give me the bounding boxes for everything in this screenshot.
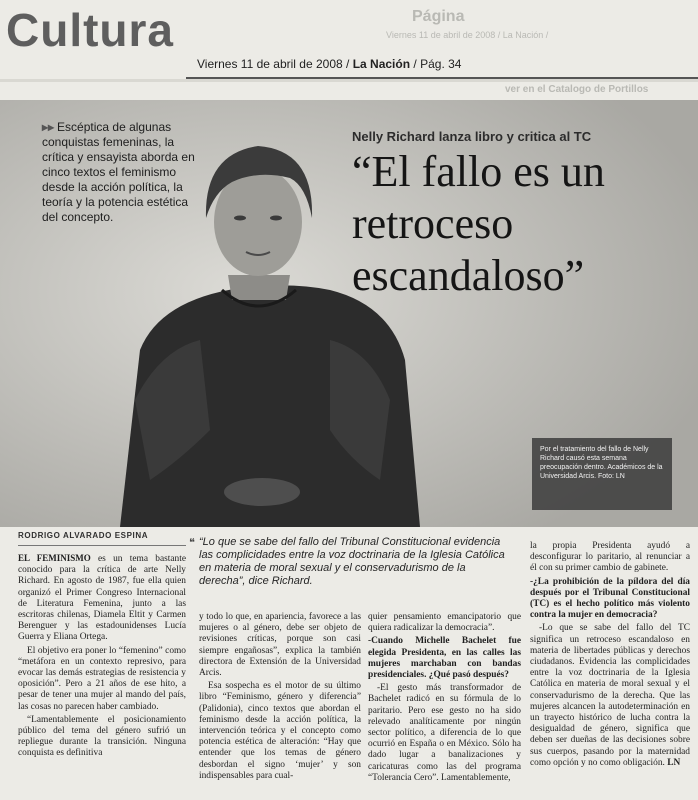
end-mark: LN (667, 757, 681, 768)
paragraph: “Lamentablemente el posicionamiento público del tema del género sufrió un repliegue durante la transición. Ninguna conquista es definitiva (18, 714, 186, 759)
page-number: Pág. 34 (420, 57, 462, 71)
bleed-through-link: ver en el Catalogo de Portillos (505, 84, 649, 95)
article-column-4 (530, 541, 690, 800)
paragraph (18, 553, 186, 644)
byline-rule (18, 545, 186, 546)
photo-caption: Por el tratamiento del fallo de Nelly Richard causó esta semana preocupación dentro. Académicos de la Universidad Arcis. Foto: LN (540, 446, 663, 480)
article-column-2 (199, 612, 361, 800)
intro-summary (42, 120, 207, 225)
header-band (0, 79, 698, 82)
paragraph: quier pensamiento emancipatorio que quiera radicalizar la democracia”. (368, 612, 521, 634)
paragraph: la propia Presidenta ayudó a desconfigurar lo paritario, al renunciar a él con su primer cambio de gabinete. (530, 541, 690, 574)
dateline (197, 57, 461, 71)
paragraph-text: -Lo que se sabe del fallo del TC significa un retroceso escandaloso en materia de libertades públicas y derechos ciudadanos. Evidencia las complicidades entre la voz doctrinaria de la Iglesia Católica en materia de moral sexual y el conservadurismo de la derecha. Que las mujeres alcancen la autodeterminación en un trayecto histórico de lucha contra la desigualdad de género, significa que deben ser dueñas de las decisiones sobre sus cuerpos, pasando por la maternidad como opción y no como obligación. (530, 623, 690, 768)
paragraph-text: es un tema bastante conocido para la crítica de arte Nelly Richard. En agosto de 1987, fue ella quien organizó el Primer Congreso Internacional de Literatura Femenina, junto a las escritoras chilenas, Diamela Eltit y Carmen Berenguer y las estadounidenses Lucía Guerra y Eliana Ortega. (18, 554, 186, 643)
lead-in: EL FEMINISMO (18, 553, 91, 563)
paragraph: -El gesto más transformador de Bachelet radicó en su fórmula de lo paritario. Pero ese gesto no ha sido relevado analíticamente por ningún sector político, a diferencia de lo que ocurrió en España o en México. Sólo ha dado lugar a banalizaciones y caricaturas como las del programa “Tolerancia Cero”. Lamentablemente, (368, 683, 521, 783)
byline: RODRIGO ALVARADO ESPINA (18, 531, 149, 540)
paragraph: Esa sospecha es el motor de su último libro “Feminismo, género y diferencia” (Palidonia), cinco textos que abordan el feminismo desde la acción política, la intervención teórica y el concepto como potencia estética de alteración: “Hay que entender que los temas de género desbordan el signo ‘mujer’ y son indispensables para cual- (199, 681, 361, 781)
kicker: Nelly Richard lanza libro y critica al TC (352, 129, 592, 144)
intro-text: Escéptica de algunas conquistas femeninas, la crítica y ensayista aborda en cinco textos el feminismo desde la acción política, la teoría y la potencia estética del concepto. (42, 120, 195, 224)
article-column-3 (368, 612, 521, 800)
issue-date: Viernes 11 de abril de 2008 (197, 57, 343, 71)
paragraph (530, 623, 690, 769)
paragraph: y todo lo que, en apariencia, favorece a las mujeres o al género, debe ser objeto de revisiones críticas, porque son casi siempre engañosas”, explica la también directora de Extensión de la Universidad Arcis. (199, 612, 361, 679)
headline: “El fallo es un retroceso escandaloso” (352, 147, 605, 300)
article-column-1 (18, 553, 186, 800)
section-title: Cultura (6, 4, 174, 56)
double-arrow-icon: ▸▸ (42, 120, 55, 134)
quote-mark-icon: ❝ (189, 537, 195, 549)
interview-question: -Cuando Michelle Bachelet fue elegida Presidenta, en las calles las mujeres marchaban con bandas presidenciales. ¿Qué pasó después? (368, 636, 521, 681)
separator: / (346, 57, 350, 71)
paragraph: El objetivo era poner lo “femenino” como “metáfora en un contexto represivo, para evocar las demás estrategias de resistencia y oposición”. Pero a 21 años de ese hito, a pesar de tener una mujer al mando del país, las cosas no parecen haber cambiado. (18, 645, 186, 712)
interview-question: -¿La prohibición de la píldora del día después por el Tribunal Constitucional (TC) es el hecho político más violento contra la mujer en democracia? (530, 576, 690, 621)
separator: / (413, 57, 417, 71)
pull-quote: “Lo que se sabe del fallo del Tribunal Constitucional evidencia las complicidades entre la voz doctrinaria de la Iglesia Católica en materia de moral sexual y el conservadurismo de la derecha”, dice Richard. (199, 536, 505, 587)
newspaper-name: La Nación (352, 57, 411, 71)
bleed-through-title: Página (412, 8, 465, 25)
bleed-through-dateline: Viernes 11 de abril de 2008 / La Nación / (386, 30, 549, 40)
